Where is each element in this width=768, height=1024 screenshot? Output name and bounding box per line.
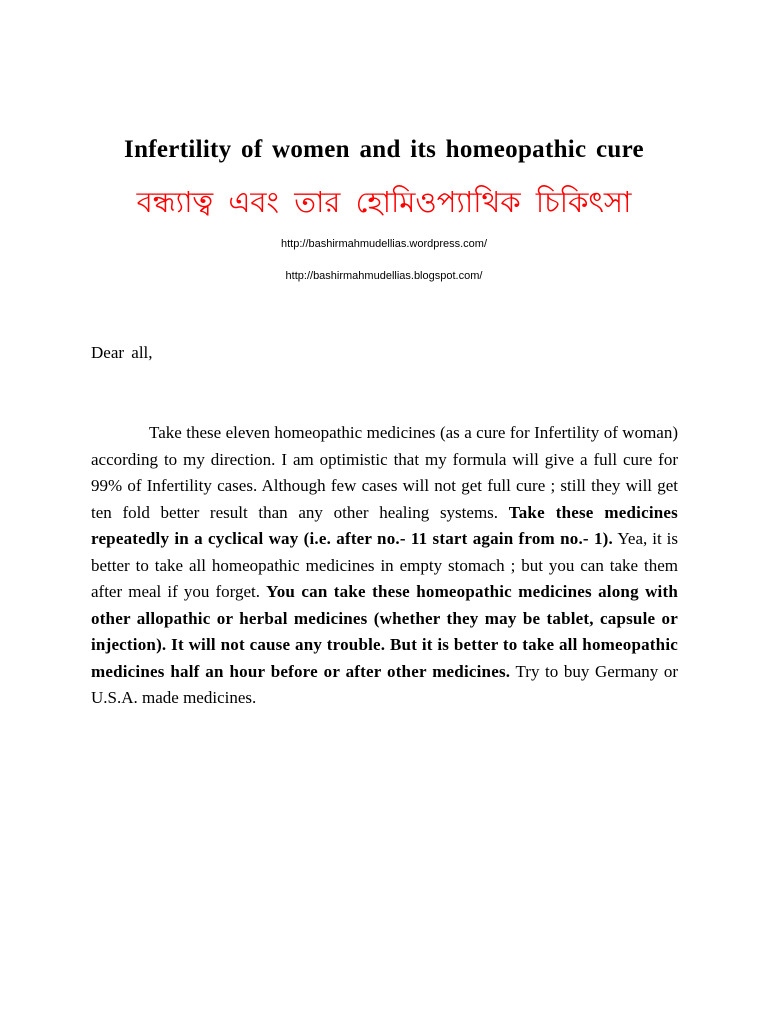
paragraph-segment-5: Try to buy Germany or U.S.A. made medicines. [91,661,678,707]
greeting: Dear all, [91,343,153,362]
document-title: Infertility of women and its homeopathic cure [124,136,644,163]
paragraph-segment-3: Yea, it is better to take all homeopathic medicines in empty stomach ; but you can take them after meal if you forget. [91,529,678,601]
paragraph-segment-2-bold: Take these medicines repeatedly in a cyclical way (i.e. after no.- 11 start again from no.- 1). [91,502,678,548]
wordpress-link[interactable]: http://bashirmahmudellias.wordpress.com/ [280,238,488,250]
bengali-subtitle: বন্ধ্যাত্ব এবং তার হোমিওপ্যাথিক চিকিৎসা [136,185,632,219]
paragraph-segment-1: Take these eleven homeopathic medicines (as a cure for Infertility of woman) according to my direction. I am optimistic that my formula will give a full cure for 99% of Infertility cases. Although few cases will not get full cure ; still they will get ten fold better result than any other healing systems. [91,423,678,522]
blogspot-link[interactable]: http://bashirmahmudellias.blogspot.com/ [285,270,483,282]
body-paragraph [91,420,678,712]
paragraph-segment-4-bold: You can take these homeopathic medicines along with other allopathic or herbal medicines (whether they may be tablet, capsule or injection). It will not cause any trouble. But it is better to take all homeopathic medicines half an hour before or after other medicines. [91,582,678,681]
